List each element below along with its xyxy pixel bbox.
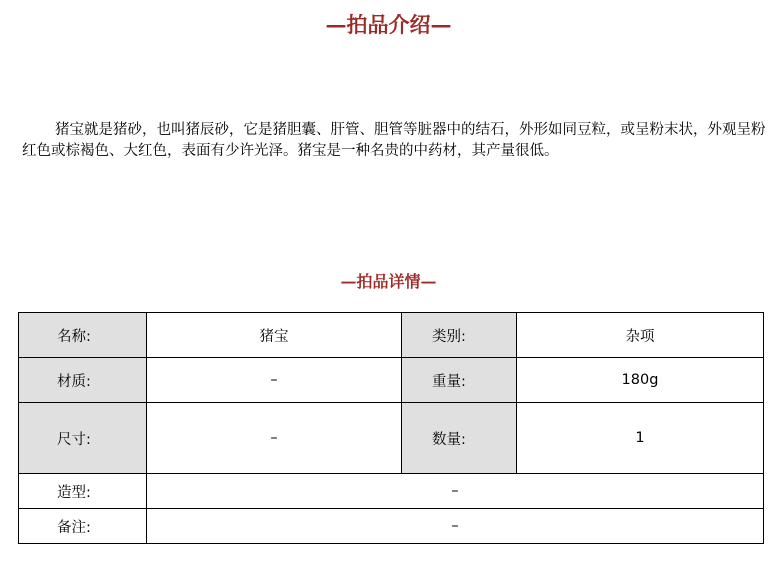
- shape-label: 造型:: [19, 474, 147, 509]
- quantity-label: 数量:: [402, 403, 517, 474]
- name-label: 名称:: [19, 313, 147, 358]
- weight-value: 180g: [517, 358, 764, 403]
- category-value: 杂项: [517, 313, 764, 358]
- remarks-value: –: [147, 509, 764, 544]
- table-row: [19, 403, 764, 474]
- intro-section-title: —拍品介绍—: [325, 12, 452, 37]
- name-value: 猪宝: [147, 313, 402, 358]
- size-label: 尺寸:: [19, 403, 147, 474]
- intro-description: 猪宝就是猪砂，也叫猪辰砂，它是猪胆囊、肝管、胆管等脏器中的结石，外形如同豆粒，或呈粉末状，外观呈粉红色或棕褐色、大红色，表面有少许光泽。猪宝是一种名贵的中药材，其产量很低。: [22, 122, 766, 159]
- details-table: [18, 312, 764, 544]
- material-value: –: [147, 358, 402, 403]
- material-label: 材质:: [19, 358, 147, 403]
- details-section-title: —拍品详情—: [340, 272, 437, 291]
- table-row: [19, 474, 764, 509]
- weight-label: 重量:: [402, 358, 517, 403]
- table-row: [19, 509, 764, 544]
- remarks-label: 备注:: [19, 509, 147, 544]
- quantity-value: 1: [517, 403, 764, 474]
- category-label: 类别:: [402, 313, 517, 358]
- shape-value: –: [147, 474, 764, 509]
- table-row: [19, 313, 764, 358]
- size-value: –: [147, 403, 402, 474]
- table-row: [19, 358, 764, 403]
